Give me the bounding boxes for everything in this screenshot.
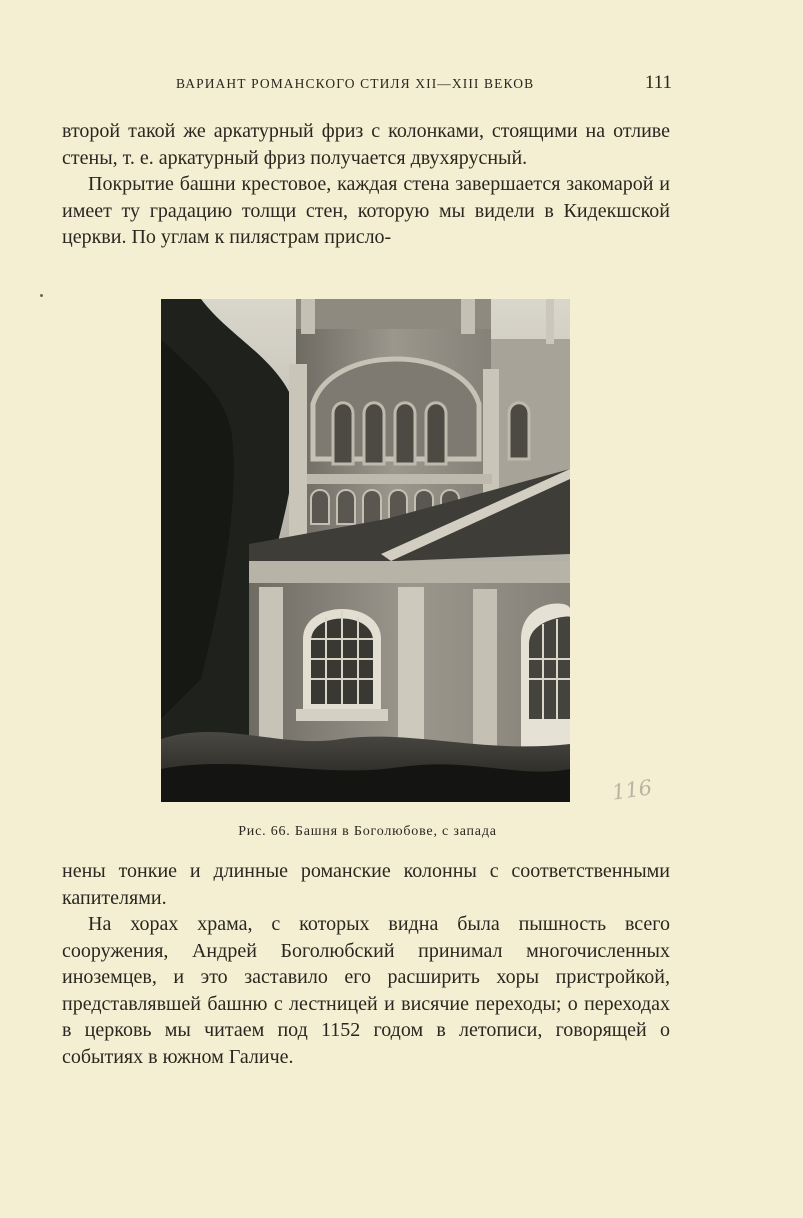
body-text-top — [62, 118, 670, 251]
figure-caption: Рис. 66. Башня в Боголюбове, с запада — [238, 824, 497, 839]
running-title: ВАРИАНТ РОМАНСКОГО СТИЛЯ XII—XIII ВЕКОВ — [176, 76, 535, 91]
paragraph: Покрытие башни крестовое, каждая стена завершается закомарой и имеет ту градацию толщи стен, которую мы видели в Кидекшской церкви. По углам к пилястрам присло- — [62, 173, 670, 248]
church-tower-photo — [161, 299, 570, 802]
body-text-bottom — [62, 858, 670, 1070]
paragraph: второй такой же аркатурный фриз с колонками, стоящими на отливе стены, т. е. аркатурный фриз получается двухярусный. — [62, 120, 670, 169]
margin-pencil-note: 116 — [610, 775, 654, 805]
paragraph: На хорах храма, с которых видна была пышность всего сооружения, Андрей Боголюбский принимал многочисленных иноземцев, и это заставило его расширить хоры пристройкой, представлявшей башню с лестницей и висячие переходы; о переходах в церковь мы читаем под 1152 годом в летописи, говорящей о событиях в южном Галиче. — [62, 913, 670, 1068]
figure-photo — [161, 299, 570, 802]
margin-dot — [40, 294, 43, 297]
page-number: 111 — [644, 72, 672, 93]
paragraph: нены тонкие и длинные романские колонны с соответственными капителями. — [62, 860, 670, 909]
